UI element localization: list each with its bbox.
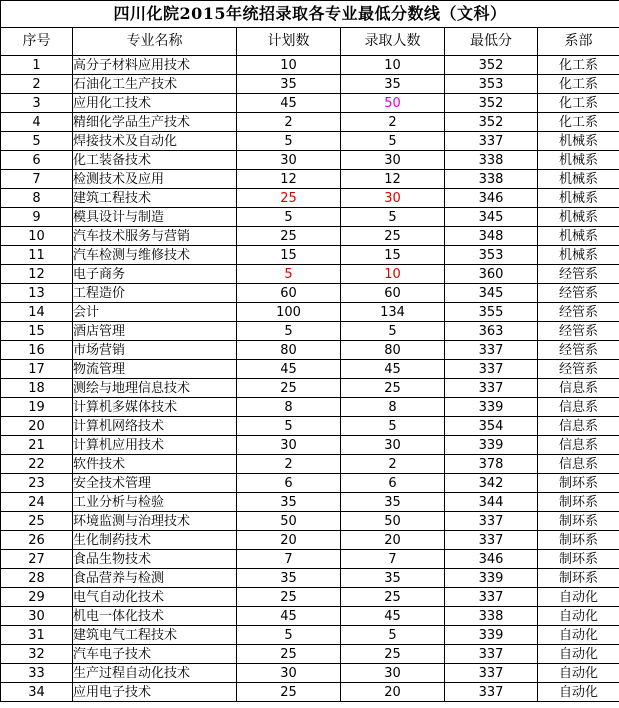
cell-min-score[interactable]: 352 xyxy=(445,94,538,113)
cell-plan[interactable]: 5 xyxy=(237,208,341,227)
cell-min-score[interactable]: 355 xyxy=(445,303,538,322)
cell-no[interactable]: 13 xyxy=(1,284,73,303)
cell-admitted[interactable]: 7 xyxy=(341,550,445,569)
cell-major-name[interactable]: 酒店管理 xyxy=(73,322,237,341)
cell-min-score[interactable]: 338 xyxy=(445,170,538,189)
table-row xyxy=(1,151,619,170)
cell-plan[interactable]: 5 xyxy=(237,417,341,436)
header-plan[interactable]: 计划数 xyxy=(237,28,341,56)
cell-department[interactable]: 经管系 xyxy=(538,322,619,341)
cell-department[interactable]: 化工系 xyxy=(538,113,619,132)
cell-no[interactable]: 21 xyxy=(1,436,73,455)
table-row xyxy=(1,246,619,265)
cell-plan[interactable]: 25 xyxy=(237,588,341,607)
cell-department[interactable]: 制环系 xyxy=(538,550,619,569)
cell-department[interactable]: 信息系 xyxy=(538,417,619,436)
cell-plan[interactable]: 30 xyxy=(237,436,341,455)
cell-major-name[interactable]: 工程造价 xyxy=(73,284,237,303)
cell-major-name[interactable]: 电子商务 xyxy=(73,265,237,284)
cell-no[interactable]: 7 xyxy=(1,170,73,189)
cell-plan[interactable]: 35 xyxy=(237,493,341,512)
cell-major-name[interactable]: 市场营销 xyxy=(73,341,237,360)
cell-plan[interactable]: 5 xyxy=(237,132,341,151)
cell-min-score[interactable]: 346 xyxy=(445,550,538,569)
table-row xyxy=(1,474,619,493)
cell-min-score[interactable]: 339 xyxy=(445,436,538,455)
table-row xyxy=(1,588,619,607)
cell-admitted[interactable]: 2 xyxy=(341,455,445,474)
cell-min-score[interactable]: 345 xyxy=(445,208,538,227)
cell-min-score[interactable]: 337 xyxy=(445,531,538,550)
table-row xyxy=(1,455,619,474)
cell-major-name[interactable]: 计算机应用技术 xyxy=(73,436,237,455)
cell-plan[interactable]: 45 xyxy=(237,94,341,113)
cell-department[interactable]: 制环系 xyxy=(538,512,619,531)
cell-department[interactable]: 信息系 xyxy=(538,398,619,417)
cell-min-score[interactable]: 352 xyxy=(445,113,538,132)
cell-major-name[interactable]: 测绘与地理信息技术 xyxy=(73,379,237,398)
cell-admitted[interactable]: 50 xyxy=(341,94,445,113)
cell-plan[interactable]: 25 xyxy=(237,227,341,246)
cell-major-name[interactable]: 化工装备技术 xyxy=(73,151,237,170)
cell-major-name[interactable]: 生化制药技术 xyxy=(73,531,237,550)
table-row xyxy=(1,626,619,645)
cell-department[interactable]: 信息系 xyxy=(538,455,619,474)
cell-min-score[interactable]: 344 xyxy=(445,493,538,512)
cell-no[interactable]: 15 xyxy=(1,322,73,341)
table-row xyxy=(1,607,619,626)
cell-admitted[interactable]: 25 xyxy=(341,588,445,607)
cell-min-score[interactable]: 339 xyxy=(445,569,538,588)
cell-no[interactable]: 29 xyxy=(1,588,73,607)
cell-no[interactable]: 30 xyxy=(1,607,73,626)
cell-no[interactable]: 34 xyxy=(1,683,73,702)
cell-department[interactable]: 机械系 xyxy=(538,208,619,227)
table-row xyxy=(1,132,619,151)
cell-major-name[interactable]: 软件技术 xyxy=(73,455,237,474)
cell-admitted[interactable]: 60 xyxy=(341,284,445,303)
cell-department[interactable]: 化工系 xyxy=(538,75,619,94)
cell-admitted[interactable]: 35 xyxy=(341,493,445,512)
table-row xyxy=(1,569,619,588)
header-major-name[interactable]: 专业名称 xyxy=(73,28,237,56)
cell-plan[interactable]: 35 xyxy=(237,75,341,94)
cell-no[interactable]: 6 xyxy=(1,151,73,170)
table-row xyxy=(1,189,619,208)
cell-plan[interactable]: 25 xyxy=(237,379,341,398)
cell-no[interactable]: 28 xyxy=(1,569,73,588)
cell-department[interactable]: 经管系 xyxy=(538,265,619,284)
cell-major-name[interactable]: 计算机多媒体技术 xyxy=(73,398,237,417)
cell-major-name[interactable]: 高分子材料应用技术 xyxy=(73,56,237,75)
table-row xyxy=(1,436,619,455)
cell-min-score[interactable]: 339 xyxy=(445,626,538,645)
cell-min-score[interactable]: 338 xyxy=(445,151,538,170)
cell-no[interactable]: 25 xyxy=(1,512,73,531)
cell-department[interactable]: 制环系 xyxy=(538,569,619,588)
cell-major-name[interactable]: 食品营养与检测 xyxy=(73,569,237,588)
cell-admitted[interactable]: 35 xyxy=(341,569,445,588)
cell-no[interactable]: 27 xyxy=(1,550,73,569)
cell-min-score[interactable]: 348 xyxy=(445,227,538,246)
table-row xyxy=(1,550,619,569)
cell-plan[interactable]: 35 xyxy=(237,569,341,588)
cell-no[interactable]: 9 xyxy=(1,208,73,227)
cell-plan[interactable]: 25 xyxy=(237,645,341,664)
cell-no[interactable]: 11 xyxy=(1,246,73,265)
cell-department[interactable]: 制环系 xyxy=(538,531,619,550)
cell-no[interactable]: 33 xyxy=(1,664,73,683)
cell-min-score[interactable]: 342 xyxy=(445,474,538,493)
cell-admitted[interactable]: 50 xyxy=(341,512,445,531)
cell-admitted[interactable]: 25 xyxy=(341,379,445,398)
cell-major-name[interactable]: 物流管理 xyxy=(73,360,237,379)
cell-min-score[interactable]: 346 xyxy=(445,189,538,208)
cell-admitted[interactable]: 5 xyxy=(341,626,445,645)
cell-major-name[interactable]: 建筑电气工程技术 xyxy=(73,626,237,645)
cell-admitted[interactable]: 25 xyxy=(341,645,445,664)
cell-plan[interactable]: 2 xyxy=(237,455,341,474)
cell-major-name[interactable]: 应用化工技术 xyxy=(73,94,237,113)
table-row xyxy=(1,512,619,531)
cell-no[interactable]: 22 xyxy=(1,455,73,474)
cell-plan[interactable]: 8 xyxy=(237,398,341,417)
table-row xyxy=(1,417,619,436)
cell-major-name[interactable]: 食品生物技术 xyxy=(73,550,237,569)
cell-plan[interactable]: 60 xyxy=(237,284,341,303)
cell-department[interactable]: 机械系 xyxy=(538,189,619,208)
cell-admitted[interactable]: 35 xyxy=(341,75,445,94)
table-row xyxy=(1,379,619,398)
cell-min-score[interactable]: 360 xyxy=(445,265,538,284)
cell-department[interactable]: 信息系 xyxy=(538,436,619,455)
cell-no[interactable]: 3 xyxy=(1,94,73,113)
cell-department[interactable]: 经管系 xyxy=(538,303,619,322)
header-department[interactable]: 系部 xyxy=(538,28,619,56)
cell-admitted[interactable]: 5 xyxy=(341,132,445,151)
cell-department[interactable]: 自动化 xyxy=(538,645,619,664)
cell-major-name[interactable]: 石油化工生产技术 xyxy=(73,75,237,94)
cell-plan[interactable]: 45 xyxy=(237,360,341,379)
table-row xyxy=(1,322,619,341)
table-row xyxy=(1,227,619,246)
cell-admitted[interactable]: 30 xyxy=(341,189,445,208)
cell-department[interactable]: 机械系 xyxy=(538,170,619,189)
cell-no[interactable]: 18 xyxy=(1,379,73,398)
cell-min-score[interactable]: 363 xyxy=(445,322,538,341)
cell-major-name[interactable]: 电气自动化技术 xyxy=(73,588,237,607)
cell-plan[interactable]: 45 xyxy=(237,607,341,626)
table-row xyxy=(1,398,619,417)
cell-plan[interactable]: 12 xyxy=(237,170,341,189)
cell-no[interactable]: 17 xyxy=(1,360,73,379)
cell-admitted[interactable]: 134 xyxy=(341,303,445,322)
cell-no[interactable]: 5 xyxy=(1,132,73,151)
cell-department[interactable]: 自动化 xyxy=(538,664,619,683)
cell-admitted[interactable]: 5 xyxy=(341,322,445,341)
cell-department[interactable]: 制环系 xyxy=(538,493,619,512)
cell-plan[interactable]: 5 xyxy=(237,265,341,284)
cell-min-score[interactable]: 352 xyxy=(445,56,538,75)
cell-admitted[interactable]: 25 xyxy=(341,227,445,246)
cell-admitted[interactable]: 20 xyxy=(341,683,445,702)
cell-department[interactable]: 机械系 xyxy=(538,246,619,265)
cell-plan[interactable]: 80 xyxy=(237,341,341,360)
table-body xyxy=(1,56,619,702)
table-row xyxy=(1,113,619,132)
cell-plan[interactable]: 2 xyxy=(237,113,341,132)
cell-min-score[interactable]: 337 xyxy=(445,683,538,702)
cell-major-name[interactable]: 生产过程自动化技术 xyxy=(73,664,237,683)
cell-admitted[interactable]: 5 xyxy=(341,417,445,436)
header-row xyxy=(1,28,619,56)
cell-no[interactable]: 19 xyxy=(1,398,73,417)
cell-min-score[interactable]: 353 xyxy=(445,246,538,265)
table-row xyxy=(1,664,619,683)
header-admitted[interactable]: 录取人数 xyxy=(341,28,445,56)
cell-no[interactable]: 31 xyxy=(1,626,73,645)
cell-plan[interactable]: 25 xyxy=(237,189,341,208)
cell-plan[interactable]: 25 xyxy=(237,683,341,702)
table-row xyxy=(1,531,619,550)
cell-department[interactable]: 信息系 xyxy=(538,379,619,398)
header-min-score[interactable]: 最低分 xyxy=(445,28,538,56)
cell-no[interactable]: 4 xyxy=(1,113,73,132)
cell-admitted[interactable]: 12 xyxy=(341,170,445,189)
cell-no[interactable]: 2 xyxy=(1,75,73,94)
cell-major-name[interactable]: 会计 xyxy=(73,303,237,322)
cell-no[interactable]: 10 xyxy=(1,227,73,246)
cell-no[interactable]: 12 xyxy=(1,265,73,284)
cell-min-score[interactable]: 337 xyxy=(445,588,538,607)
cell-major-name[interactable]: 建筑工程技术 xyxy=(73,189,237,208)
cell-plan[interactable]: 15 xyxy=(237,246,341,265)
header-no[interactable]: 序号 xyxy=(1,28,73,56)
cell-admitted[interactable]: 15 xyxy=(341,246,445,265)
table-row xyxy=(1,645,619,664)
cell-major-name[interactable]: 工业分析与检验 xyxy=(73,493,237,512)
table-row xyxy=(1,208,619,227)
cell-major-name[interactable]: 汽车技术服务与营销 xyxy=(73,227,237,246)
cell-plan[interactable]: 5 xyxy=(237,322,341,341)
cell-major-name[interactable]: 应用电子技术 xyxy=(73,683,237,702)
cell-plan[interactable]: 7 xyxy=(237,550,341,569)
table-row xyxy=(1,284,619,303)
cell-no[interactable]: 8 xyxy=(1,189,73,208)
cell-major-name[interactable]: 环境监测与治理技术 xyxy=(73,512,237,531)
cell-no[interactable]: 32 xyxy=(1,645,73,664)
cell-admitted[interactable]: 10 xyxy=(341,265,445,284)
cell-plan[interactable]: 6 xyxy=(237,474,341,493)
cell-admitted[interactable]: 45 xyxy=(341,360,445,379)
cell-plan[interactable]: 5 xyxy=(237,626,341,645)
cell-department[interactable]: 自动化 xyxy=(538,588,619,607)
cell-major-name[interactable]: 安全技术管理 xyxy=(73,474,237,493)
cell-no[interactable]: 23 xyxy=(1,474,73,493)
cell-min-score[interactable]: 337 xyxy=(445,341,538,360)
cell-major-name[interactable]: 精细化学品生产技术 xyxy=(73,113,237,132)
cell-min-score[interactable]: 345 xyxy=(445,284,538,303)
cell-no[interactable]: 20 xyxy=(1,417,73,436)
cell-department[interactable]: 经管系 xyxy=(538,341,619,360)
cell-department[interactable]: 制环系 xyxy=(538,474,619,493)
table-row xyxy=(1,56,619,75)
table-row xyxy=(1,360,619,379)
cell-plan[interactable]: 10 xyxy=(237,56,341,75)
cell-admitted[interactable]: 30 xyxy=(341,151,445,170)
cell-min-score[interactable]: 354 xyxy=(445,417,538,436)
cell-admitted[interactable]: 30 xyxy=(341,664,445,683)
cell-major-name[interactable]: 模具设计与制造 xyxy=(73,208,237,227)
table-row xyxy=(1,94,619,113)
sheet-title: 四川化院2015年统招录取各专业最低分数线（文科） xyxy=(1,1,619,28)
table-row xyxy=(1,341,619,360)
cell-admitted[interactable]: 80 xyxy=(341,341,445,360)
table-row xyxy=(1,303,619,322)
cell-min-score[interactable]: 337 xyxy=(445,645,538,664)
cell-no[interactable]: 14 xyxy=(1,303,73,322)
cell-department[interactable]: 自动化 xyxy=(538,626,619,645)
cell-department[interactable]: 经管系 xyxy=(538,284,619,303)
table-row xyxy=(1,683,619,702)
cell-department[interactable]: 机械系 xyxy=(538,151,619,170)
cell-major-name[interactable]: 计算机网络技术 xyxy=(73,417,237,436)
cell-min-score[interactable]: 378 xyxy=(445,455,538,474)
table-row xyxy=(1,170,619,189)
cell-min-score[interactable]: 338 xyxy=(445,607,538,626)
table-row xyxy=(1,493,619,512)
cell-min-score[interactable]: 353 xyxy=(445,75,538,94)
cell-min-score[interactable]: 339 xyxy=(445,398,538,417)
table-row xyxy=(1,265,619,284)
cell-plan[interactable]: 30 xyxy=(237,151,341,170)
cell-major-name[interactable]: 汽车检测与维修技术 xyxy=(73,246,237,265)
cell-department[interactable]: 机械系 xyxy=(538,227,619,246)
cell-admitted[interactable]: 30 xyxy=(341,436,445,455)
cell-plan[interactable]: 50 xyxy=(237,512,341,531)
cell-no[interactable]: 26 xyxy=(1,531,73,550)
table-row xyxy=(1,75,619,94)
cell-major-name[interactable]: 汽车电子技术 xyxy=(73,645,237,664)
cell-no[interactable]: 16 xyxy=(1,341,73,360)
cell-min-score[interactable]: 337 xyxy=(445,512,538,531)
cell-no[interactable]: 24 xyxy=(1,493,73,512)
cell-department[interactable]: 自动化 xyxy=(538,683,619,702)
cell-major-name[interactable]: 检测技术及应用 xyxy=(73,170,237,189)
cell-department[interactable]: 机械系 xyxy=(538,132,619,151)
cell-plan[interactable]: 30 xyxy=(237,664,341,683)
cell-department[interactable]: 化工系 xyxy=(538,56,619,75)
cell-admitted[interactable]: 45 xyxy=(341,607,445,626)
cell-plan[interactable]: 100 xyxy=(237,303,341,322)
cell-major-name[interactable]: 焊接技术及自动化 xyxy=(73,132,237,151)
cell-department[interactable]: 化工系 xyxy=(538,94,619,113)
cell-admitted[interactable]: 10 xyxy=(341,56,445,75)
cell-min-score[interactable]: 337 xyxy=(445,360,538,379)
cell-admitted[interactable]: 2 xyxy=(341,113,445,132)
cell-department[interactable]: 经管系 xyxy=(538,360,619,379)
cell-admitted[interactable]: 8 xyxy=(341,398,445,417)
cell-admitted[interactable]: 5 xyxy=(341,208,445,227)
cell-major-name[interactable]: 机电一体化技术 xyxy=(73,607,237,626)
cell-admitted[interactable]: 20 xyxy=(341,531,445,550)
cell-min-score[interactable]: 337 xyxy=(445,664,538,683)
cell-department[interactable]: 自动化 xyxy=(538,607,619,626)
cell-plan[interactable]: 20 xyxy=(237,531,341,550)
cell-admitted[interactable]: 6 xyxy=(341,474,445,493)
cell-min-score[interactable]: 337 xyxy=(445,379,538,398)
cell-min-score[interactable]: 337 xyxy=(445,132,538,151)
cell-no[interactable]: 1 xyxy=(1,56,73,75)
